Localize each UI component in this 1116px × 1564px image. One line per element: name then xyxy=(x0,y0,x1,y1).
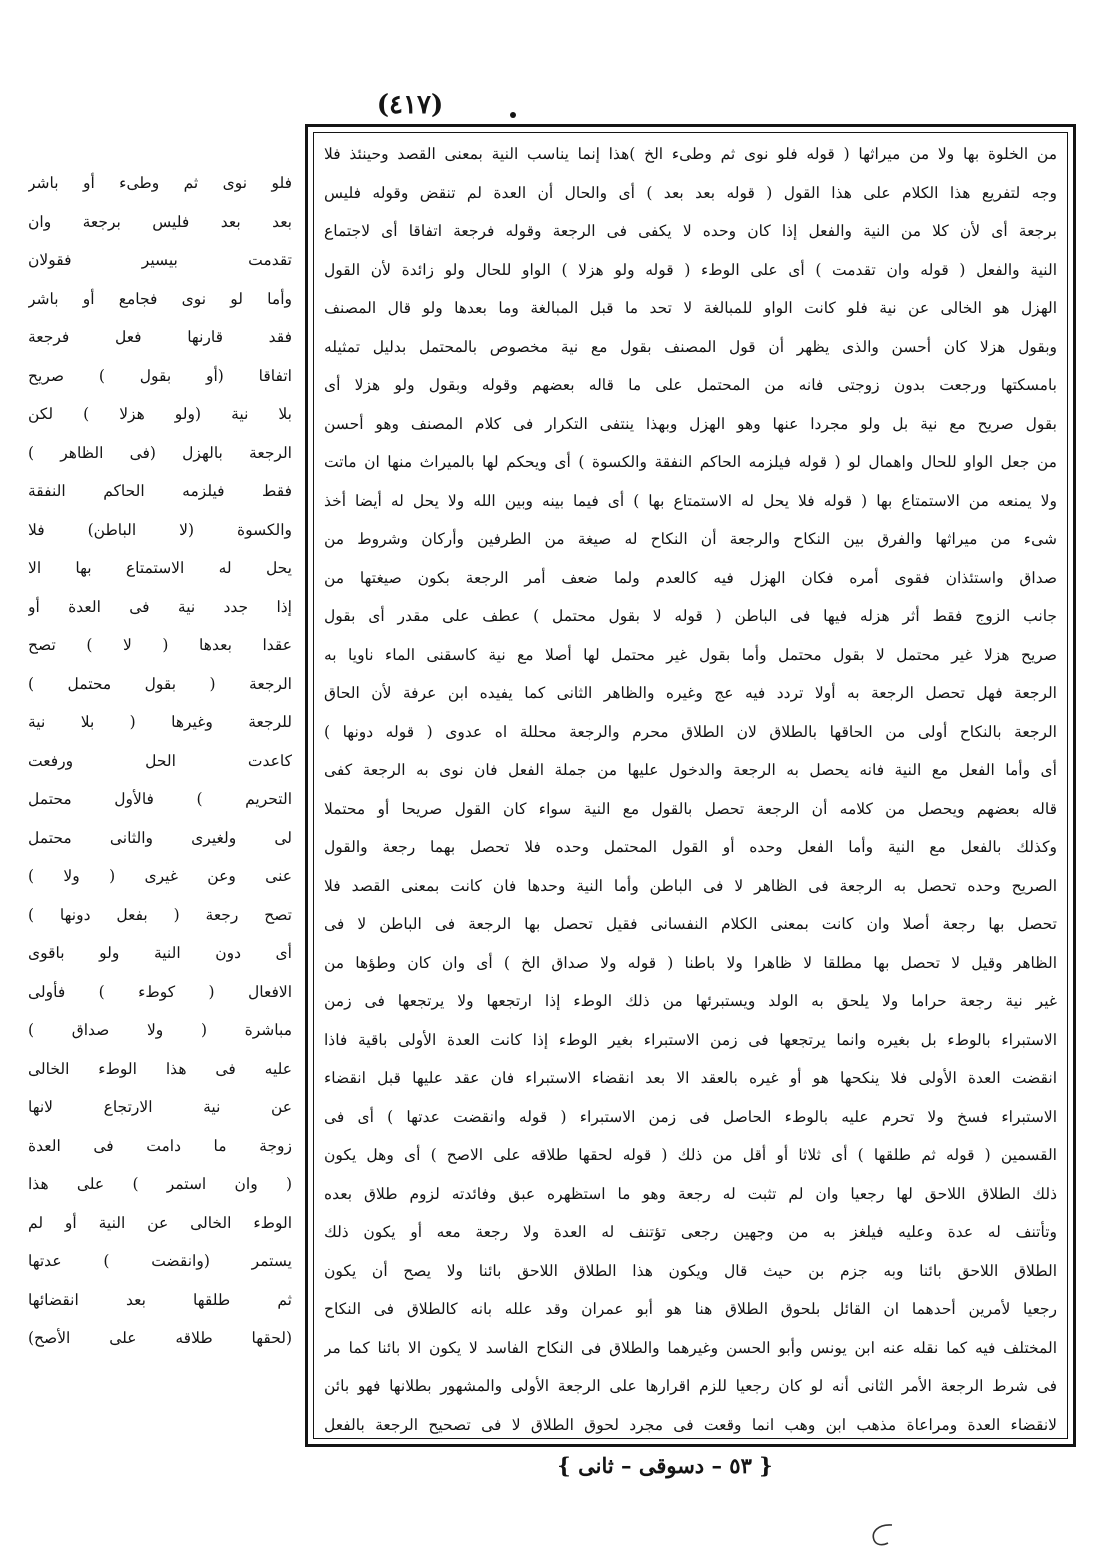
side-text-line: فقط فيلزمه الحاكم النفقة xyxy=(28,482,292,500)
main-text-line: فى شرط الرجعة الأمر الثانى أنه لو كان رجعيا للزم اقرارها على الرجعة الأولى والمشهور بطلانها فهو بائن xyxy=(324,1377,1057,1395)
main-text-line: ذلك الطلاق اللاحق لها رجعيا وان لم تثبت له رجعة وهو ما استظهره عبق وفائدته لزوم طلاق بعده xyxy=(324,1184,1057,1203)
handwritten-mark xyxy=(868,1522,896,1548)
main-text-line: من جعل الواو للحال واهمال لو ( قوله فيلزمه الحاكم النفقة والكسوة ) أى ويحكم لها بالميراث منها ان ماتت xyxy=(324,453,1057,471)
main-text-line: ولا يمنعه من الاستمتاع بها ( قوله فلا يحل له الاستمتاع بها ) أى فيما بينه وبين الله ولا يحل له أيضا أخذ xyxy=(324,491,1057,510)
side-text-line: مباشرة ( ولا صداق ) xyxy=(28,1021,292,1039)
side-text-line: تقدمت بيسير فقولان xyxy=(28,251,292,269)
main-text-line: تحصل بها رجعة أصلا وان كانت بمعنى الكلام النفسانى فقيل تحصل بها الرجعة فى الباطن لا فى xyxy=(324,915,1057,933)
main-text-line: بقول صريح مع نية بل ولو مجردا عنها وهو الهزل وبهذا ينتفى التكرار فى كلام المصنف وهو أحسن xyxy=(324,414,1057,433)
side-text-line: بلا نية (ولو هزلا ) لكن xyxy=(28,405,292,423)
main-text-line: من الخلوة بها ولا من ميراثها ( قوله فلو نوى ثم وطىء الخ )هذا إنما يناسب النية بمعنى القصد وحينئذ فلا xyxy=(324,145,1057,163)
side-text-line: يحل له الاستمتاع بها الا xyxy=(28,559,292,577)
main-text-line: وكذلك بالفعل مع النية وأما الفعل وحده أو القول المحتمل وحده فلا تحصل بهما رجعة والقول xyxy=(324,838,1057,856)
main-text-line: برجعة أى لأن كلا من النية والفعل إذا كان وحده لا يكفى فى الرجعة وقوله فرجعة اتفاقا أى لاجتماع xyxy=(324,222,1057,240)
main-text-line: الهزل هو الخالى عن نية فلو كانت الواو للمبالغة لا تحد ما قبل المبالغة وما بعدها ولو قال المصنف xyxy=(324,299,1057,317)
main-text-line: الظاهر وقيل لا تحصل بها مطلقا لا ظاهرا ولا باطنا ( قوله ولا صداق الخ ) أى وان كان وطؤها من xyxy=(324,953,1057,972)
side-text-line: للرجعة وغيرها ( بلا نية xyxy=(28,713,292,731)
side-text-line: (لحقها طلاقه على الأصح) xyxy=(28,1329,292,1347)
page-number: (٤١٧) xyxy=(376,90,444,120)
side-text-line: ( وان استمر ) على هذا xyxy=(28,1175,292,1193)
main-text-line: لانقضاء العدة ومراعاة مذهب ابن وهب انما وقعت فى مجرد لحوق الطلاق لا فى تصحيح الرجعة بالفعل xyxy=(324,1415,1057,1434)
main-text-line: الرجعة بالنكاح أولى من الحاقها بالطلاق لان الطلاق محرم والرجعة محللة اه عدوى ( قوله دونها ) xyxy=(324,722,1057,741)
main-text-line: وبقول هزلا كان أحسن والذى يظهر أن قول المصنف بقول مع نية مخصوص بالمحتمل بدليل تمثيله xyxy=(324,337,1057,356)
side-text-line: عليه فى هذا الوطء الخالى xyxy=(28,1059,292,1078)
side-text-line: وأما لو نوى فجامع أو باشر xyxy=(28,289,292,308)
main-text-line: الطلاق اللاحق بائنا وبه جزم بن حيث قال ويكون هذا الطلاق اللاحق بائنا ولا يصح أن يكون xyxy=(324,1261,1057,1280)
side-text-line: فقد قارنها فعل فرجعة xyxy=(28,328,292,346)
side-text-line: الرجعة بالهزل (فى الظاهر ) xyxy=(28,443,292,462)
main-text-line: جانب الزوج فقط أثر هزله فيها فى الباطن ( قوله لا بقول محتمل ) عطف على مقدر أى بقول xyxy=(324,607,1057,625)
side-text-line: عن نية الارتجاع لانها xyxy=(28,1098,292,1116)
main-text-line: قاله بعضهم ويحصل من كلامه أن الرجعة تحصل بالقول مع النية سواء كان القول صريحا أو محتملا xyxy=(324,799,1057,818)
main-text-line: الصريح وحده تحصل به الرجعة فى الظاهر لا فى الباطن وأما النية وحدها فان كانت بمعنى القصد فلا xyxy=(324,876,1057,895)
side-text-line: كاعدت الحل ورفعت xyxy=(28,751,292,770)
main-text-line: أى وأما الفعل مع النية فانه يحصل به الرجعة والدخول عليها من جملة الفعل فان نوى به الرجعة كفى xyxy=(324,761,1057,779)
main-text-line: صريح هزلا غير محتمل لا بقول محتمل وأما بقول غير محتمل لها أصلا مع نية كاسقنى الماء ناويا به xyxy=(324,645,1057,664)
side-text-line: لى ولغيرى والثانى محتمل xyxy=(28,828,292,847)
main-text-line: النية والفعل ( قوله وان تقدمت ) أى على الوطء ( قوله ولو هزلا ) الواو للحال ولو زائدة لأن القول xyxy=(324,260,1057,279)
main-text-line: الاستبراء بالوطء بل بغيره وانما يرتجعها فى زمن الاستبراء بغير الوطء إذا كانت العدة الأولى باقية فاذا xyxy=(324,1030,1057,1049)
main-text-line: شىء من ميراثها والفرق بين النكاح والرجعة أن النكاح له صيغة من الطرفين وأركان وشروط من xyxy=(324,530,1057,548)
side-text-line: زوجة ما دامت فى العدة xyxy=(28,1136,292,1155)
side-text-line: الوطء الخالى عن النية أو لم xyxy=(28,1213,292,1232)
main-text-line: وتأتنف له عدة وعليه فيلغز به من وجهين رجعى تؤتنف له العدة ولا رجعة معه أو يكون ذلك xyxy=(324,1223,1057,1241)
side-text-line: الرجعة ( بقول محتمل ) xyxy=(28,674,292,693)
side-text-line: تصح رجعة ( بفعل دونها ) xyxy=(28,905,292,924)
ink-dot xyxy=(510,112,516,118)
main-text-line: وجه لتفريع هذا الكلام على هذا القول ( قوله بعد بعد ) أى والحال أن العدة لم تنقض وقوله فليس xyxy=(324,183,1057,202)
main-text-line: الاستبراء فسخ ولا تحرم عليه بالوطء الحاصل فى زمن الاستبراء ( قوله وانقضت عدتها ) أى فى xyxy=(324,1107,1057,1126)
side-text-line: ثم طلقها بعد انقضائها xyxy=(28,1290,292,1309)
side-text-line: بعد بعد فليس برجعة وان xyxy=(28,212,292,231)
side-text-line: عنى وعن غيرى ( ولا ) xyxy=(28,867,292,885)
main-commentary-text xyxy=(324,135,1057,1436)
main-text-line: المختلف فيه كما نقله عنه ابن يونس وأبو الحسن وغيرهما والطلاق فى النكاح الفاسد لا يكون الا بائنا كما مر xyxy=(324,1338,1057,1357)
side-text-line: التحريم ) فالأول محتمل xyxy=(28,790,292,808)
side-text-line: عقدا بعدها ( لا ) تصح xyxy=(28,636,292,654)
side-matn-text xyxy=(28,164,292,1358)
main-text-line: بامسكتها ورجعت بدون زوجتى فانه من المحتمل على ما قاله بعضهم وقوله وبقول ولو هزلا أى xyxy=(324,376,1057,394)
side-text-line: اتفاقا (أو بقول ) صريح xyxy=(28,366,292,385)
side-text-line: أى دون النية ولو باقوى xyxy=(28,944,292,962)
main-text-line: غير نية رجعة حراما ولا يلحق به الولد ويستبرئها من ذلك الوطء إذا ارتجعها ولا يرتجعها فى زمن xyxy=(324,992,1057,1010)
side-text-line: إذا جدد نية فى العدة أو xyxy=(28,597,292,616)
main-text-frame xyxy=(305,124,1076,1447)
main-text-line: القسمين ( قوله ثم طلقها ) أى ثلاثا أو أقل من ذلك ( قوله لحقها طلاقه على الاصح ) أى وهل يكون xyxy=(324,1146,1057,1164)
side-text-line: الافعال ( كوطء ) فأولى xyxy=(28,982,292,1001)
main-text-line: رجعيا لأمرين أحدهما ان القائل بلحوق الطلاق هنا هو أبو عمران وقد علله بانه كالطلاق فى النكاح xyxy=(324,1300,1057,1318)
side-text-line: يستمر (وانقضت ) عدتها xyxy=(28,1252,292,1270)
side-text-line: والكسوة (لا الباطن) فلا xyxy=(28,520,292,539)
side-text-line: فلو نوى ثم وطىء أو باشر xyxy=(28,174,292,192)
main-text-line: صداق واستئذان فقوى أمره فكان الهزل فيه كالعدم ولما ضعف أمر الرجعة بكون صيغتها من xyxy=(324,568,1057,587)
main-text-line: الرجعة فهل تحصل الرجعة به أولا تردد فيه عج وغيره والظاهر الثانى كما يفيده ابن عرفة لأن الحاق xyxy=(324,684,1057,702)
main-text-line: انقضت العدة الأولى فلا ينكحها هو أو غيره بالعقد الا بعد انقضاء الاستبراء فان عقد عليها قبل انقضاء xyxy=(324,1069,1057,1087)
page-footer: { ٥٣ – دسوقى – ثانى } xyxy=(557,1453,773,1478)
